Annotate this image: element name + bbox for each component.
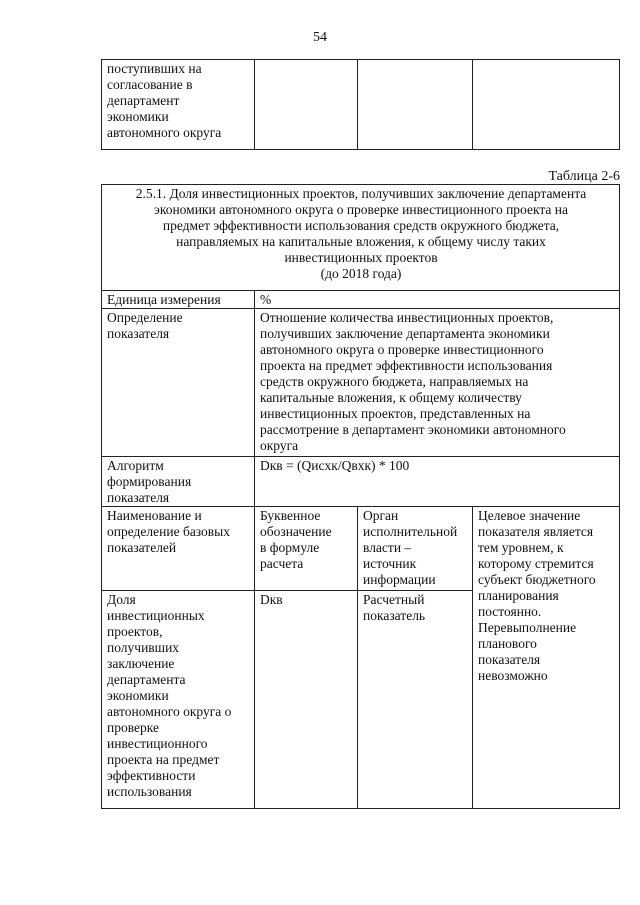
target-value-description: [473, 507, 620, 809]
cell-line: департамент: [107, 93, 180, 108]
target-line: тем уровнем, к: [478, 540, 564, 555]
row-line: показатель: [363, 608, 426, 623]
row-line: заключение: [107, 656, 175, 671]
algorithm-formula: Dкв = (Qиcxк/Qвxк) * 100: [255, 457, 620, 507]
indicator-title: [102, 185, 620, 291]
title-line: экономики автономного округа о проверке инвестиционного проекта на: [154, 202, 568, 217]
cell-line: автономного округа: [107, 125, 222, 140]
header-line: расчета: [260, 556, 304, 571]
definition-line: автономного округа о проверке инвестиционного: [260, 342, 544, 357]
header-line: информации: [363, 572, 436, 587]
row-symbol: Dкв: [255, 591, 358, 809]
header-line: определение базовых: [107, 524, 231, 539]
indicator-table: [101, 184, 620, 809]
header-line: Орган: [363, 508, 399, 523]
definition-line: Отношение количества инвестиционных проектов,: [260, 310, 554, 325]
target-line: которому стремится: [478, 556, 594, 571]
definition-line: получивших заключение департамента экономики: [260, 326, 550, 341]
target-line: показателя: [478, 652, 541, 667]
target-line: Перевыполнение: [478, 620, 577, 635]
definition-text: [255, 309, 620, 457]
header-line: Буквенное: [260, 508, 321, 523]
target-line: планового: [478, 636, 537, 651]
row-line: автономного округа о: [107, 704, 232, 719]
row-line: инвестиционного: [107, 736, 208, 751]
cell-line: согласование в: [107, 77, 193, 92]
definition-line: инвестиционных проектов, представленных на: [260, 406, 531, 421]
row-line: проверке: [107, 720, 159, 735]
row-line: экономики: [107, 688, 169, 703]
algorithm-label: [102, 457, 255, 507]
row-line: Доля: [107, 592, 136, 607]
label-line: Алгоритм: [107, 458, 164, 473]
definition-label: [102, 309, 255, 457]
title-line: инвестиционных проектов: [284, 250, 438, 265]
header-line: в формуле: [260, 540, 320, 555]
empty-cell: [358, 60, 473, 150]
cell-line: экономики: [107, 109, 169, 124]
table-caption: Таблица 2-6: [548, 169, 620, 184]
definition-line: капитальные вложения, к общему количеству: [260, 390, 522, 405]
definition-line: округа: [260, 438, 299, 453]
unit-value: %: [255, 291, 620, 309]
row-line: инвестиционных: [107, 608, 205, 623]
page-number: 54: [313, 30, 327, 45]
row-line: департамента: [107, 672, 186, 687]
label-line: Определение: [107, 310, 183, 325]
row-line: получивших: [107, 640, 180, 655]
header-line: обозначение: [260, 524, 332, 539]
unit-row: [102, 291, 620, 309]
header-name: [102, 507, 255, 591]
row-name: [102, 591, 255, 809]
row-line: проекта на предмет: [107, 752, 220, 767]
target-line: показателя является: [478, 524, 594, 539]
continuation-first-cell: [102, 60, 255, 150]
target-line: планирования: [478, 588, 559, 603]
definition-row: [102, 309, 620, 457]
target-line: невозможно: [478, 668, 548, 683]
header-line: власти –: [363, 540, 412, 555]
row-line: использования: [107, 784, 192, 799]
header-symbol: [255, 507, 358, 591]
target-line: постоянно.: [478, 604, 542, 619]
title-row: [102, 185, 620, 291]
definition-line: проекта на предмет эффективности использования: [260, 358, 553, 373]
row-line: эффективности: [107, 768, 196, 783]
empty-cell: [255, 60, 358, 150]
header-line: источник: [363, 556, 417, 571]
title-line: предмет эффективности использования средств окружного бюджета,: [162, 218, 560, 233]
header-line: показателей: [107, 540, 177, 555]
label-line: показателя: [107, 326, 170, 341]
header-source: [358, 507, 473, 591]
cell-line: поступивших на: [107, 61, 202, 76]
row-line: Расчетный: [363, 592, 425, 607]
label-line: показателя: [107, 490, 170, 505]
definition-line: рассмотрение в департамент экономики автономного: [260, 422, 566, 437]
unit-label: Единица измерения: [102, 291, 255, 309]
target-line: субъект бюджетного: [478, 572, 596, 587]
title-line: 2.5.1. Доля инвестиционных проектов, получивших заключение департамента: [135, 186, 587, 201]
row-line: проектов,: [107, 624, 163, 639]
table-row: [102, 60, 620, 150]
title-line: направляемых на капитальные вложения, к общему числу таких: [176, 234, 546, 249]
label-line: формирования: [107, 474, 192, 489]
algorithm-row: [102, 457, 620, 507]
column-header-row: [102, 507, 620, 591]
target-line: Целевое значение: [478, 508, 581, 523]
continuation-table: [101, 59, 620, 150]
title-line: (до 2018 года): [320, 266, 402, 281]
row-source: [358, 591, 473, 809]
empty-cell: [473, 60, 620, 150]
header-line: Наименование и: [107, 508, 202, 523]
definition-line: средств окружного бюджета, направляемых на: [260, 374, 529, 389]
header-line: исполнительной: [363, 524, 458, 539]
